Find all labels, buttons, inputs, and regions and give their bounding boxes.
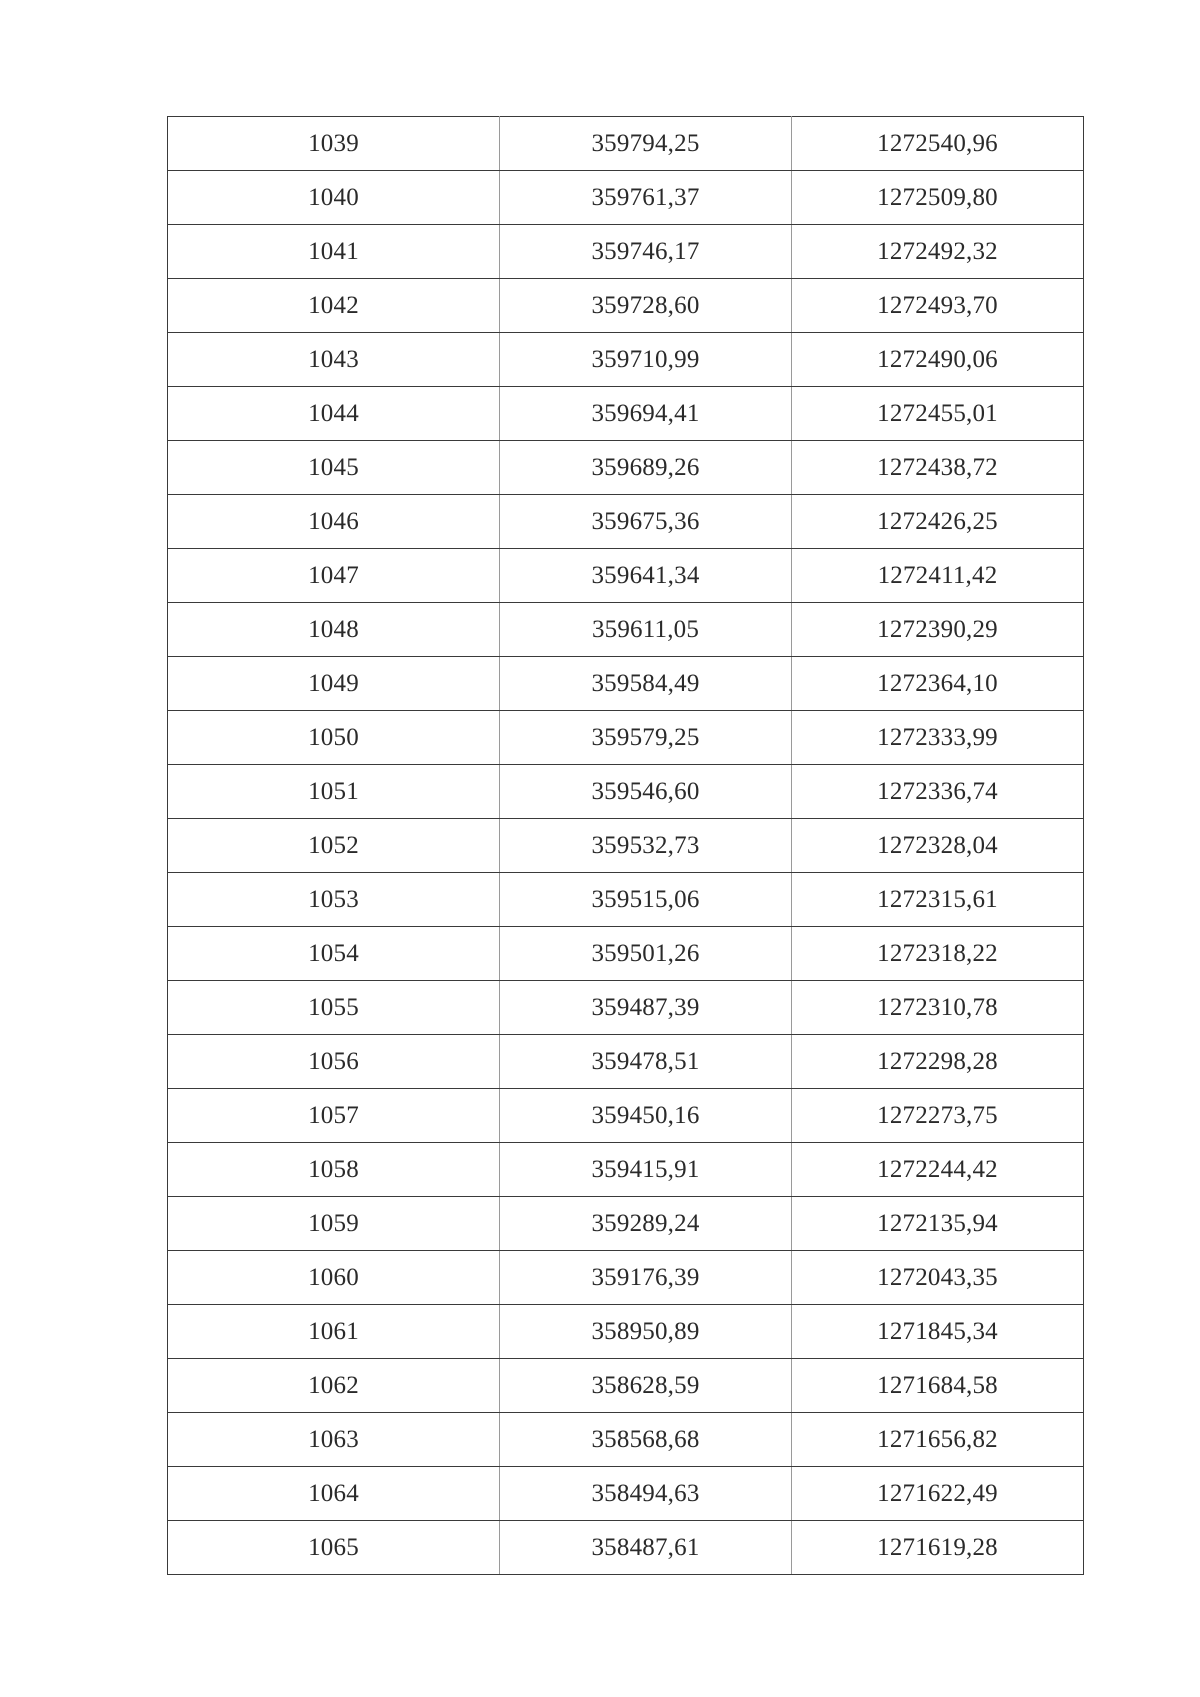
x-coordinate-cell: 359450,16 xyxy=(500,1089,792,1143)
x-coordinate-cell: 359675,36 xyxy=(500,495,792,549)
y-coordinate-cell: 1272244,42 xyxy=(792,1143,1084,1197)
x-coordinate-cell: 359761,37 xyxy=(500,171,792,225)
x-coordinate-cell: 359641,34 xyxy=(500,549,792,603)
y-coordinate-cell: 1271656,82 xyxy=(792,1413,1084,1467)
table-row xyxy=(168,819,1084,873)
y-coordinate-cell: 1272390,29 xyxy=(792,603,1084,657)
x-coordinate-cell: 359176,39 xyxy=(500,1251,792,1305)
table-row xyxy=(168,495,1084,549)
table-row xyxy=(168,1143,1084,1197)
table-row xyxy=(168,225,1084,279)
x-coordinate-cell: 359415,91 xyxy=(500,1143,792,1197)
y-coordinate-cell: 1272411,42 xyxy=(792,549,1084,603)
point-number-cell: 1040 xyxy=(168,171,500,225)
x-coordinate-cell: 359501,26 xyxy=(500,927,792,981)
table-row xyxy=(168,117,1084,171)
table-row xyxy=(168,441,1084,495)
x-coordinate-cell: 359478,51 xyxy=(500,1035,792,1089)
point-number-cell: 1065 xyxy=(168,1521,500,1575)
table-row xyxy=(168,1359,1084,1413)
x-coordinate-cell: 358568,68 xyxy=(500,1413,792,1467)
y-coordinate-cell: 1271622,49 xyxy=(792,1467,1084,1521)
x-coordinate-cell: 359746,17 xyxy=(500,225,792,279)
x-coordinate-cell: 359728,60 xyxy=(500,279,792,333)
table-row xyxy=(168,333,1084,387)
y-coordinate-cell: 1271619,28 xyxy=(792,1521,1084,1575)
y-coordinate-cell: 1272315,61 xyxy=(792,873,1084,927)
table-row xyxy=(168,1467,1084,1521)
point-number-cell: 1044 xyxy=(168,387,500,441)
point-number-cell: 1063 xyxy=(168,1413,500,1467)
y-coordinate-cell: 1272455,01 xyxy=(792,387,1084,441)
x-coordinate-cell: 358494,63 xyxy=(500,1467,792,1521)
y-coordinate-cell: 1272043,35 xyxy=(792,1251,1084,1305)
y-coordinate-cell: 1272298,28 xyxy=(792,1035,1084,1089)
y-coordinate-cell: 1272273,75 xyxy=(792,1089,1084,1143)
x-coordinate-cell: 359487,39 xyxy=(500,981,792,1035)
table-row xyxy=(168,171,1084,225)
x-coordinate-cell: 359710,99 xyxy=(500,333,792,387)
point-number-cell: 1046 xyxy=(168,495,500,549)
point-number-cell: 1053 xyxy=(168,873,500,927)
x-coordinate-cell: 358950,89 xyxy=(500,1305,792,1359)
table-row xyxy=(168,1305,1084,1359)
point-number-cell: 1060 xyxy=(168,1251,500,1305)
x-coordinate-cell: 359584,49 xyxy=(500,657,792,711)
point-number-cell: 1061 xyxy=(168,1305,500,1359)
x-coordinate-cell: 358487,61 xyxy=(500,1521,792,1575)
table-row xyxy=(168,927,1084,981)
x-coordinate-cell: 359611,05 xyxy=(500,603,792,657)
table-row xyxy=(168,711,1084,765)
point-number-cell: 1052 xyxy=(168,819,500,873)
x-coordinate-cell: 359515,06 xyxy=(500,873,792,927)
x-coordinate-cell: 358628,59 xyxy=(500,1359,792,1413)
point-number-cell: 1064 xyxy=(168,1467,500,1521)
table-row xyxy=(168,387,1084,441)
table-row xyxy=(168,1089,1084,1143)
point-number-cell: 1047 xyxy=(168,549,500,603)
point-number-cell: 1050 xyxy=(168,711,500,765)
y-coordinate-cell: 1272493,70 xyxy=(792,279,1084,333)
table-row xyxy=(168,1197,1084,1251)
table-row xyxy=(168,603,1084,657)
table-row xyxy=(168,1035,1084,1089)
point-number-cell: 1057 xyxy=(168,1089,500,1143)
table-row xyxy=(168,1251,1084,1305)
point-number-cell: 1055 xyxy=(168,981,500,1035)
coordinates-table-body xyxy=(168,117,1084,1575)
x-coordinate-cell: 359546,60 xyxy=(500,765,792,819)
table-row xyxy=(168,279,1084,333)
table-row xyxy=(168,981,1084,1035)
point-number-cell: 1041 xyxy=(168,225,500,279)
point-number-cell: 1039 xyxy=(168,117,500,171)
y-coordinate-cell: 1272310,78 xyxy=(792,981,1084,1035)
y-coordinate-cell: 1272438,72 xyxy=(792,441,1084,495)
point-number-cell: 1056 xyxy=(168,1035,500,1089)
coordinates-table xyxy=(167,116,1084,1575)
y-coordinate-cell: 1272509,80 xyxy=(792,171,1084,225)
y-coordinate-cell: 1272426,25 xyxy=(792,495,1084,549)
point-number-cell: 1059 xyxy=(168,1197,500,1251)
point-number-cell: 1048 xyxy=(168,603,500,657)
point-number-cell: 1058 xyxy=(168,1143,500,1197)
table-row xyxy=(168,1521,1084,1575)
point-number-cell: 1049 xyxy=(168,657,500,711)
y-coordinate-cell: 1272540,96 xyxy=(792,117,1084,171)
y-coordinate-cell: 1272135,94 xyxy=(792,1197,1084,1251)
table-row xyxy=(168,765,1084,819)
point-number-cell: 1043 xyxy=(168,333,500,387)
x-coordinate-cell: 359289,24 xyxy=(500,1197,792,1251)
table-row xyxy=(168,549,1084,603)
table-row xyxy=(168,1413,1084,1467)
table-row xyxy=(168,657,1084,711)
point-number-cell: 1054 xyxy=(168,927,500,981)
y-coordinate-cell: 1272336,74 xyxy=(792,765,1084,819)
x-coordinate-cell: 359532,73 xyxy=(500,819,792,873)
y-coordinate-cell: 1272364,10 xyxy=(792,657,1084,711)
x-coordinate-cell: 359579,25 xyxy=(500,711,792,765)
table-row xyxy=(168,873,1084,927)
y-coordinate-cell: 1272328,04 xyxy=(792,819,1084,873)
y-coordinate-cell: 1271845,34 xyxy=(792,1305,1084,1359)
x-coordinate-cell: 359794,25 xyxy=(500,117,792,171)
point-number-cell: 1045 xyxy=(168,441,500,495)
x-coordinate-cell: 359694,41 xyxy=(500,387,792,441)
x-coordinate-cell: 359689,26 xyxy=(500,441,792,495)
y-coordinate-cell: 1272333,99 xyxy=(792,711,1084,765)
point-number-cell: 1062 xyxy=(168,1359,500,1413)
y-coordinate-cell: 1271684,58 xyxy=(792,1359,1084,1413)
y-coordinate-cell: 1272490,06 xyxy=(792,333,1084,387)
point-number-cell: 1051 xyxy=(168,765,500,819)
point-number-cell: 1042 xyxy=(168,279,500,333)
y-coordinate-cell: 1272318,22 xyxy=(792,927,1084,981)
y-coordinate-cell: 1272492,32 xyxy=(792,225,1084,279)
